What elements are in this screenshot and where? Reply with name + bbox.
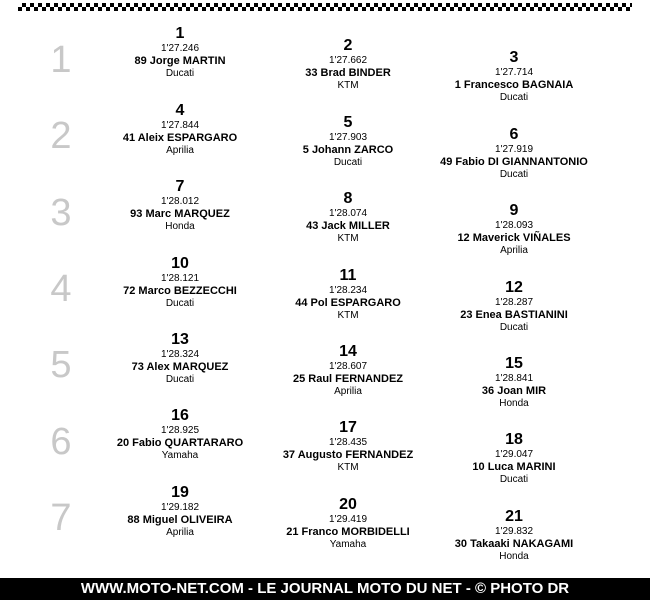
lap-time: 1'27.919 bbox=[494, 144, 534, 155]
lap-time: 1'28.074 bbox=[328, 208, 368, 219]
grid-position: 6 bbox=[509, 126, 519, 143]
rider-name: 10 Luca MARINI bbox=[472, 461, 556, 473]
rider-name: 36 Joan MIR bbox=[481, 385, 547, 397]
team-name: KTM bbox=[337, 310, 359, 321]
grid-slot bbox=[414, 355, 614, 410]
grid-slot bbox=[414, 202, 614, 257]
rider-name: 89 Jorge MARTIN bbox=[134, 55, 226, 67]
rider-name: 73 Alex MARQUEZ bbox=[131, 361, 229, 373]
team-name: Ducati bbox=[165, 298, 195, 309]
team-name: Ducati bbox=[165, 374, 195, 385]
rider-name: 21 Franco MORBIDELLI bbox=[286, 526, 410, 538]
rider-name: 93 Marc MARQUEZ bbox=[130, 208, 230, 220]
lap-time: 1'29.182 bbox=[160, 502, 200, 513]
rider-name: 37 Augusto FERNANDEZ bbox=[282, 449, 414, 461]
team-name: Ducati bbox=[499, 92, 529, 103]
grid-position: 20 bbox=[339, 496, 357, 513]
lap-time: 1'28.287 bbox=[494, 297, 534, 308]
grid-row-number: 3 bbox=[50, 192, 72, 234]
grid-slot bbox=[414, 49, 614, 104]
team-name: Aprilia bbox=[334, 386, 362, 397]
footer-watermark: WWW.MOTO-NET.COM - LE JOURNAL MOTO DU NET - © PHOTO DR bbox=[0, 578, 650, 600]
team-name: Ducati bbox=[165, 68, 195, 79]
rider-name: 44 Pol ESPARGARO bbox=[295, 297, 401, 309]
team-name: KTM bbox=[337, 80, 359, 91]
grid-position: 17 bbox=[339, 419, 357, 436]
team-name: Aprilia bbox=[166, 527, 194, 538]
grid-row-number: 1 bbox=[50, 39, 72, 81]
grid-position: 14 bbox=[339, 343, 357, 360]
team-name: Ducati bbox=[333, 157, 363, 168]
grid-slot bbox=[414, 279, 614, 334]
lap-time: 1'27.246 bbox=[160, 43, 200, 54]
rider-name: 23 Enea BASTIANINI bbox=[460, 309, 568, 321]
rider-name: 1 Francesco BAGNAIA bbox=[454, 79, 574, 91]
team-name: Aprilia bbox=[500, 245, 528, 256]
team-name: Yamaha bbox=[329, 539, 367, 550]
lap-time: 1'28.607 bbox=[328, 361, 368, 372]
grid-position: 13 bbox=[171, 331, 189, 348]
grid-position: 19 bbox=[171, 484, 189, 501]
team-name: Yamaha bbox=[161, 450, 199, 461]
grid-row-number: 4 bbox=[50, 268, 72, 310]
grid-position: 1 bbox=[175, 25, 185, 42]
team-name: Ducati bbox=[499, 322, 529, 333]
grid-position: 8 bbox=[343, 190, 353, 207]
lap-time: 1'27.662 bbox=[328, 55, 368, 66]
team-name: Ducati bbox=[499, 474, 529, 485]
lap-time: 1'29.832 bbox=[494, 526, 534, 537]
rider-name: 72 Marco BEZZECCHI bbox=[123, 285, 237, 297]
grid-row-number: 6 bbox=[50, 421, 72, 463]
grid-position: 2 bbox=[343, 37, 353, 54]
team-name: Honda bbox=[499, 551, 529, 562]
grid-position: 10 bbox=[171, 255, 189, 272]
lap-time: 1'28.093 bbox=[494, 220, 534, 231]
lap-time: 1'28.841 bbox=[494, 373, 534, 384]
grid-position: 15 bbox=[505, 355, 523, 372]
rider-name: 41 Aleix ESPARGARO bbox=[122, 132, 238, 144]
rider-name: 49 Fabio DI GIANNANTONIO bbox=[440, 156, 588, 168]
lap-time: 1'28.925 bbox=[160, 425, 200, 436]
lap-time: 1'28.435 bbox=[328, 437, 368, 448]
rider-name: 25 Raul FERNANDEZ bbox=[292, 373, 404, 385]
lap-time: 1'27.714 bbox=[494, 67, 534, 78]
team-name: KTM bbox=[337, 462, 359, 473]
grid-position: 3 bbox=[509, 49, 519, 66]
grid-position: 18 bbox=[505, 431, 523, 448]
rider-name: 12 Maverick VIÑALES bbox=[457, 232, 571, 244]
team-name: Honda bbox=[165, 221, 195, 232]
lap-time: 1'27.903 bbox=[328, 132, 368, 143]
grid-position: 12 bbox=[505, 279, 523, 296]
rider-name: 33 Brad BINDER bbox=[305, 67, 391, 79]
lap-time: 1'29.047 bbox=[494, 449, 534, 460]
lap-time: 1'29.419 bbox=[328, 514, 368, 525]
grid-position: 4 bbox=[175, 102, 185, 119]
lap-time: 1'28.234 bbox=[328, 285, 368, 296]
team-name: Ducati bbox=[499, 169, 529, 180]
lap-time: 1'28.324 bbox=[160, 349, 200, 360]
rider-name: 5 Johann ZARCO bbox=[302, 144, 394, 156]
grid-row-number: 7 bbox=[50, 497, 72, 539]
rider-name: 43 Jack MILLER bbox=[306, 220, 390, 232]
grid-position: 21 bbox=[505, 508, 523, 525]
grid-row-number: 2 bbox=[50, 115, 72, 157]
checkered-flag-banner bbox=[18, 3, 632, 11]
lap-time: 1'27.844 bbox=[160, 120, 200, 131]
grid-position: 5 bbox=[343, 114, 353, 131]
grid-slot bbox=[414, 126, 614, 181]
grid-position: 16 bbox=[171, 407, 189, 424]
lap-time: 1'28.121 bbox=[160, 273, 200, 284]
rider-name: 88 Miguel OLIVEIRA bbox=[127, 514, 233, 526]
lap-time: 1'28.012 bbox=[160, 196, 200, 207]
grid-position: 11 bbox=[339, 267, 357, 284]
rider-name: 20 Fabio QUARTARARO bbox=[116, 437, 244, 449]
team-name: Honda bbox=[499, 398, 529, 409]
grid-position: 7 bbox=[175, 178, 185, 195]
team-name: Aprilia bbox=[166, 145, 194, 156]
grid-slot bbox=[414, 508, 614, 563]
grid-slot bbox=[414, 431, 614, 486]
rider-name: 30 Takaaki NAKAGAMI bbox=[454, 538, 574, 550]
team-name: KTM bbox=[337, 233, 359, 244]
grid-position: 9 bbox=[509, 202, 519, 219]
grid-row-number: 5 bbox=[50, 344, 72, 386]
